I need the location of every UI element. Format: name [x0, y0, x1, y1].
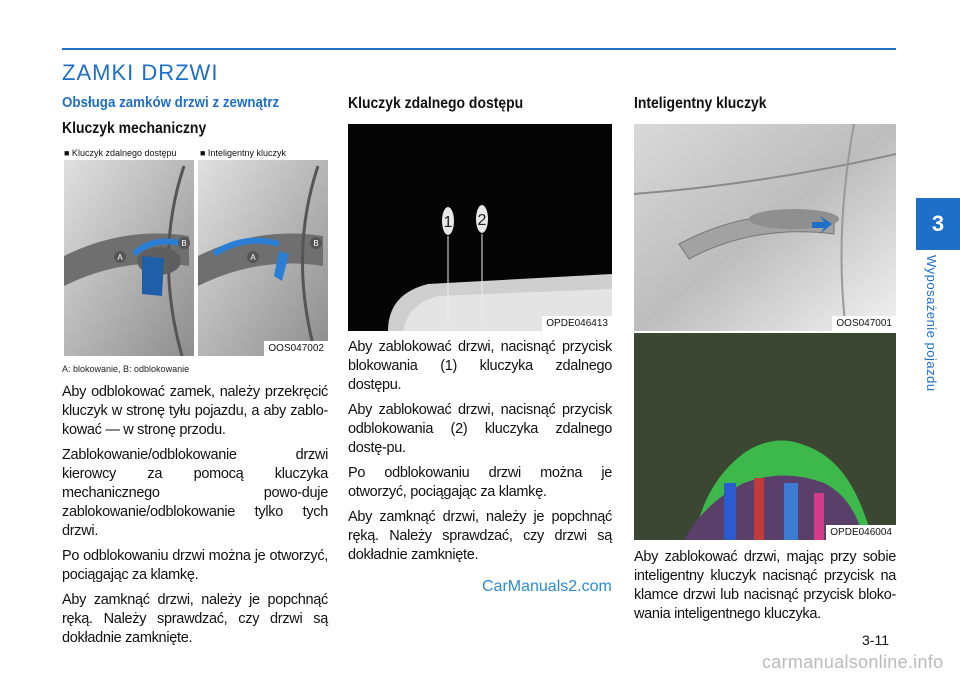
paragraph: Aby zamknąć drzwi, należy je popchnąć ręką. Należy sprawdzać, czy drzwi są dokładnie zamknięte. — [348, 509, 612, 563]
figure-caption: A: blokowanie, B: odblokowanie — [62, 364, 190, 374]
smart-key-heading: Inteligentny kluczyk — [634, 95, 767, 112]
mechanical-key-heading: Kluczyk mechaniczny — [62, 120, 207, 137]
svg-text:A: A — [250, 253, 256, 262]
figure-code: OOS047001 — [832, 316, 896, 331]
remote-key-illustration — [348, 124, 612, 331]
paragraph: Aby zablokować drzwi, nacisnąć przycisk odblokowania (2) kluczyka zdalnego dostę-pu. — [348, 402, 612, 456]
svg-text:2: 2 — [477, 212, 487, 229]
mechanical-key-figure — [64, 146, 328, 356]
smart-key-handle-figure — [634, 124, 896, 331]
paragraph: Zablokowanie/odblokowanie drzwi kierowcy za pomocą kluczyka mechanicznego powo-duje zablokowanie/odblokowanie tylko tych drzwi. — [62, 447, 328, 539]
door-handle-illustration — [64, 146, 328, 356]
chapter-title: Wyposażenie pojazdu — [924, 255, 939, 392]
svg-text:B: B — [313, 239, 319, 248]
figure-code: OPDE046004 — [826, 525, 896, 540]
paragraph: Po odblokowaniu drzwi można je otworzyć, pociągając za klamkę. — [62, 548, 328, 583]
figure-code: OOS047002 — [264, 341, 328, 356]
svg-text:1: 1 — [443, 214, 453, 231]
smart-key-fob-figure — [634, 333, 896, 540]
paragraph: Po odblokowaniu drzwi można je otworzyć, pociągając za klamkę. — [348, 465, 612, 500]
paragraph: Aby odblokować zamek, należy przekręcić kluczyk w stronę tyłu pojazdu, a aby zablo-kować — w stronę przodu. — [62, 384, 328, 438]
paragraph: Aby zablokować drzwi, nacisnąć przycisk blokowania (1) kluczyka zdalnego dostępu. — [348, 339, 612, 393]
remote-key-heading: Kluczyk zdalnego dostępu — [348, 95, 524, 112]
section-title: ZAMKI DRZWI — [62, 60, 219, 85]
watermark-bottom: carmanualsonline.info — [762, 652, 944, 672]
col1-body — [62, 383, 328, 654]
figure-label-smart-key: ■ Inteligentny kluczyk — [200, 146, 328, 160]
svg-text:B: B — [181, 239, 187, 248]
top-rule — [62, 48, 896, 50]
page-number: 3-11 — [862, 632, 889, 648]
paragraph: Aby zablokować drzwi, mając przy sobie inteligentny kluczyk nacisnąć przycisk na klamce drzwi lub nacisnąć przycisk bloko-wania inteligentnego kluczyka. — [634, 549, 896, 622]
figure-code: OPDE046413 — [542, 316, 612, 331]
smart-key-fob-illustration — [634, 333, 896, 540]
figure-label-remote-key: ■ Kluczyk zdalnego dostępu — [64, 146, 194, 160]
subsection-heading: Obsługa zamków drzwi z zewnątrz — [62, 95, 280, 111]
key-fob-icon — [142, 256, 164, 296]
door-handle-button-illustration — [634, 124, 896, 331]
col2-body — [348, 338, 612, 571]
svg-text:A: A — [117, 253, 123, 262]
col3-body — [634, 548, 896, 630]
paragraph: Aby zamknąć drzwi, należy je popchnąć ręką. Należy sprawdzać, czy drzwi są dokładnie zamknięte. — [62, 592, 328, 646]
chapter-tab — [916, 198, 960, 250]
chapter-number: 3 — [931, 211, 945, 236]
watermark: CarManuals2.com — [482, 578, 612, 595]
remote-key-figure — [348, 124, 612, 331]
